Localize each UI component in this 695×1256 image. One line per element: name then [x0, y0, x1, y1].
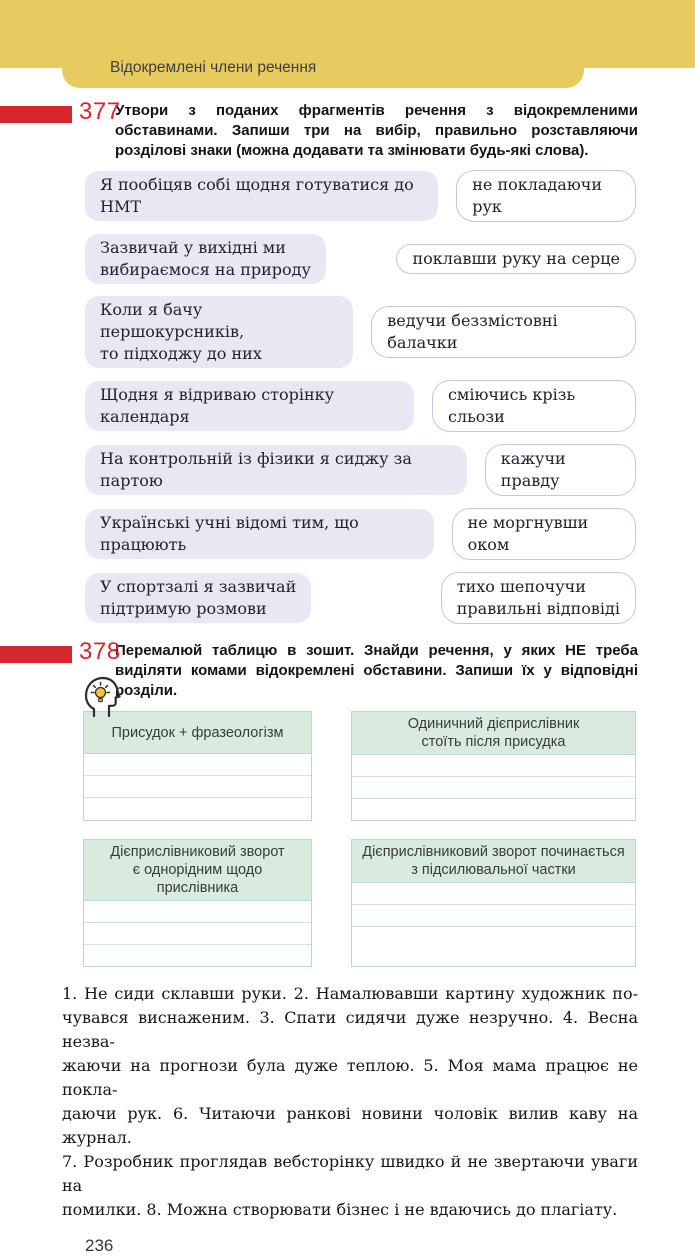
empty-answer-row [352, 905, 635, 927]
fragment-row [85, 296, 636, 368]
empty-answer-row [84, 923, 311, 945]
sentence-fragment-pill: У спортзалі я зазвичай підтримую розмови [85, 573, 311, 623]
passage-line: помилки. 8. Можна створювати бізнес і не вдаючись до плагіату. [62, 1200, 618, 1219]
answer-table-title: Дієприслівниковий зворот починається з підсилювальної частки [352, 840, 635, 883]
fragment-row [85, 572, 636, 624]
empty-answer-row [84, 754, 311, 776]
fragment-row [85, 380, 636, 432]
answer-table [351, 839, 636, 967]
exercise-number: 378 [79, 638, 121, 665]
passage-line: чувався виснаженим. 3. Спати сидячи дуже незручно. 4. Весна незва- [62, 1008, 638, 1051]
page-number: 236 [85, 1236, 114, 1255]
empty-answer-row [352, 777, 635, 799]
fragment-pill-list [85, 170, 636, 624]
sentence-fragment-pill: Зазвичай у вихідні ми вибираємося на природу [85, 234, 326, 284]
empty-answer-row [84, 945, 311, 966]
answer-table-title: Присудок + фразеологізм [84, 712, 311, 754]
chapter-header [0, 0, 695, 88]
adverbial-phrase-pill: не моргнувши оком [452, 508, 636, 560]
empty-answer-row [84, 776, 311, 798]
sentence-list-passage [62, 982, 638, 1222]
exercise-378 [0, 638, 695, 967]
empty-answer-row [352, 883, 635, 905]
exercise-task: Утвори з поданих фрагментів речення з відокремленими обставинами. Запиши три на вибір, правильно розставляючи розділові знаки (можна додавати та змінювати будь-які слова). [115, 102, 638, 159]
sentence-fragment-pill: Українські учні відомі тим, що працюють [85, 509, 434, 559]
chapter-title: Відокремлені члени речення [110, 59, 317, 76]
empty-answer-row [84, 798, 311, 819]
fragment-row [85, 170, 636, 222]
header-yellow-band [0, 0, 695, 68]
passage-line: 1. Не сиди склавши руки. 2. Намалювавши картину художник по- [62, 984, 638, 1003]
fragment-row [85, 444, 636, 496]
passage-line: даючи рук. 6. Читаючи ранкові новини чоловік вилив каву на журнал. [62, 1104, 638, 1147]
answer-table-title: Одиничний дієприслівник стоїть після присудка [352, 712, 635, 755]
sentence-fragment-pill: Щодня я відриваю сторінку календаря [85, 381, 414, 431]
idea-head-icon [81, 670, 119, 718]
adverbial-phrase-pill: поклавши руку на серце [396, 244, 636, 274]
answer-table-title: Дієприслівниковий зворот є однорідним щодо прислівника [84, 840, 311, 901]
exercise-number: 377 [79, 98, 121, 125]
empty-answer-row [84, 901, 311, 923]
exercise-red-bar [0, 646, 72, 663]
empty-answer-row [352, 799, 635, 820]
answer-table [83, 711, 312, 821]
fragment-row [85, 234, 636, 284]
sentence-fragment-pill: Коли я бачу першокурсників, то підходжу до них [85, 296, 353, 368]
adverbial-phrase-pill: кажучи правду [485, 444, 636, 496]
adverbial-phrase-pill: сміючись крізь сльози [432, 380, 636, 432]
sentence-fragment-pill: Я пообіцяв собі щодня готуватися до НМТ [85, 171, 438, 221]
passage-line: жаючи на прогнози була дуже теплою. 5. Моя мама працює не покла- [62, 1056, 638, 1099]
classification-tables [83, 711, 636, 967]
exercise-377 [0, 98, 695, 624]
empty-answer-row [352, 927, 635, 948]
fragment-row [85, 508, 636, 560]
sentence-fragment-pill: На контрольній із фізики я сиджу за партою [85, 445, 467, 495]
answer-table [351, 711, 636, 821]
adverbial-phrase-pill: ведучи беззмістовні балачки [371, 306, 636, 358]
adverbial-phrase-pill: тихо шепочучи правильні відповіді [441, 572, 636, 624]
exercise-red-bar [0, 106, 72, 123]
passage-line: 7. Розробник проглядав вебсторінку швидко й не звертаючи уваги на [62, 1152, 638, 1195]
exercise-task: Перемалюй таблицю в зошит. Знайди речення, у яких НЕ треба виділяти комами відокремлені обставини. Запиши їх у відповідні розділи. [115, 642, 638, 699]
answer-table [83, 839, 312, 967]
adverbial-phrase-pill: не покладаючи рук [456, 170, 636, 222]
empty-answer-row [352, 755, 635, 777]
